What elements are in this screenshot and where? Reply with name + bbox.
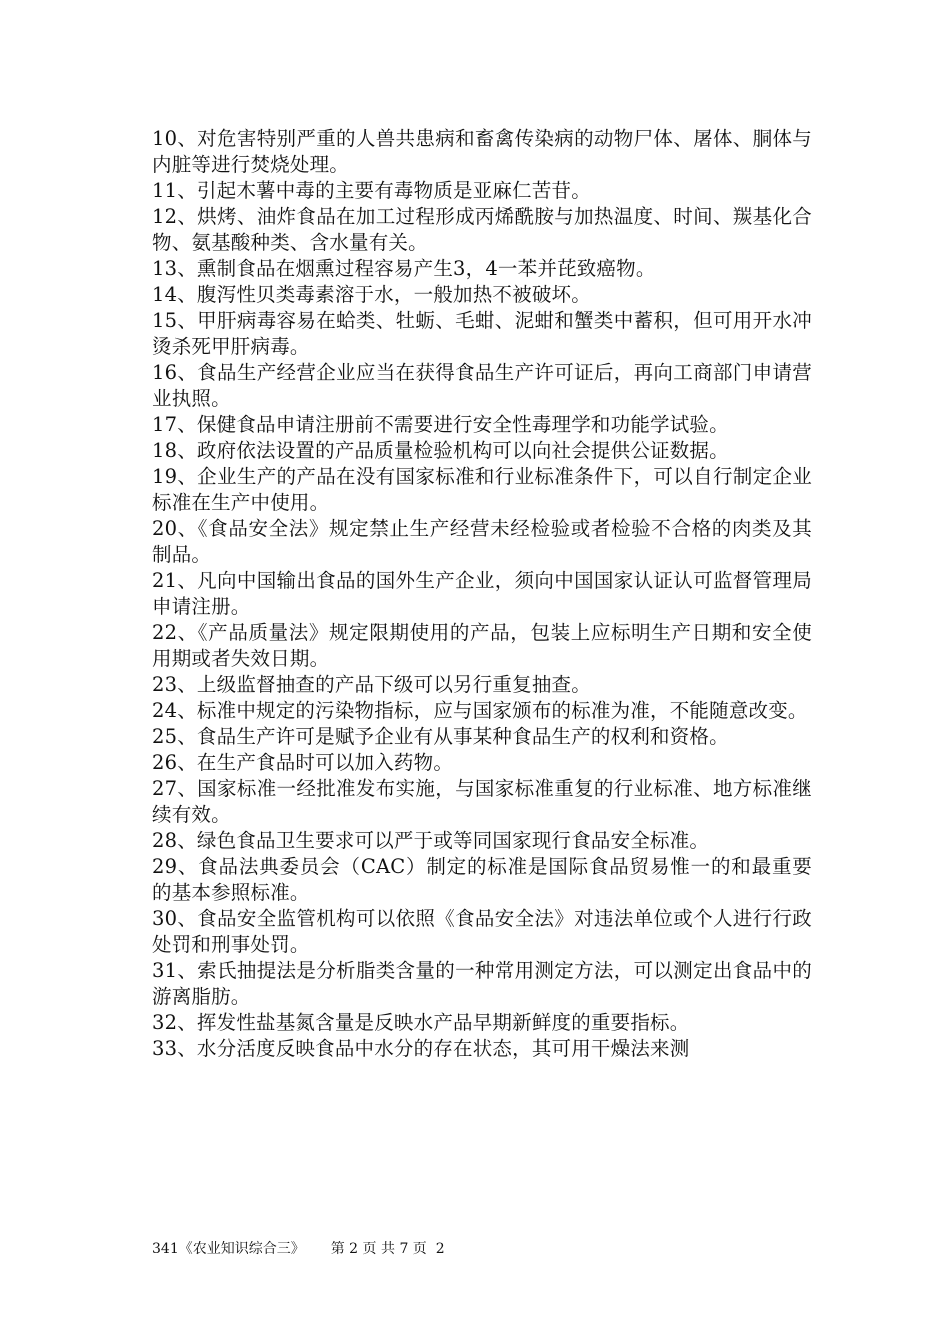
question-item-28: 28、绿色食品卫生要求可以严于或等同国家现行食品安全标准。 bbox=[152, 829, 710, 852]
question-item-20: 20、《食品安全法》规定禁止生产经营未经检验或者检验不合格的肉类及其制品。 bbox=[152, 517, 812, 566]
question-item-19: 19、企业生产的产品在没有国家标准和行业标准条件下，可以自行制定企业标准在生产中使用。 bbox=[152, 465, 812, 514]
footer-page-number: 第 2 页 共 7 页 2 bbox=[330, 1241, 445, 1257]
footer-course-title: 341《农业知识综合三》 bbox=[152, 1241, 305, 1257]
question-item-16: 16、食品生产经营企业应当在获得食品生产许可证后，再向工商部门申请营业执照。 bbox=[152, 361, 812, 410]
question-item-17: 17、保健食品申请注册前不需要进行安全性毒理学和功能学试验。 bbox=[152, 413, 729, 436]
question-item-18: 18、政府依法设置的产品质量检验机构可以向社会提供公证数据。 bbox=[152, 439, 729, 462]
question-item-33: 33、水分活度反映食品中水分的存在状态，其可用干燥法来测 bbox=[152, 1037, 690, 1060]
question-item-29: 29、食品法典委员会（CAC）制定的标准是国际食品贸易惟一的和最重要的基本参照标准。 bbox=[152, 855, 812, 904]
page-footer bbox=[152, 1240, 471, 1258]
question-item-21: 21、凡向中国输出食品的国外生产企业，须向中国国家认证认可监督管理局申请注册。 bbox=[152, 569, 812, 618]
question-item-14: 14、腹泻性贝类毒素溶于水，一般加热不被破坏。 bbox=[152, 283, 591, 306]
question-item-25: 25、食品生产许可是赋予企业有从事某种食品生产的权利和资格。 bbox=[152, 725, 729, 748]
question-item-30: 30、食品安全监管机构可以依照《食品安全法》对违法单位或个人进行行政处罚和刑事处罚。 bbox=[152, 907, 812, 956]
question-item-27: 27、国家标准一经批准发布实施，与国家标准重复的行业标准、地方标准继续有效。 bbox=[152, 777, 812, 826]
question-item-10: 10、对危害特别严重的人兽共患病和畜禽传染病的动物尸体、屠体、胴体与内脏等进行焚烧处理。 bbox=[152, 127, 812, 176]
question-item-13: 13、熏制食品在烟熏过程容易产生3，4一苯并芘致癌物。 bbox=[152, 257, 656, 280]
question-item-26: 26、在生产食品时可以加入药物。 bbox=[152, 751, 454, 774]
question-item-11: 11、引起木薯中毒的主要有毒物质是亚麻仁苦苷。 bbox=[152, 179, 591, 202]
question-item-31: 31、索氏抽提法是分析脂类含量的一种常用测定方法，可以测定出食品中的游离脂肪。 bbox=[152, 959, 812, 1008]
question-item-24: 24、标准中规定的污染物指标，应与国家颁布的标准为准，不能随意改变。 bbox=[152, 699, 808, 722]
question-item-12: 12、烘烤、油炸食品在加工过程形成丙烯酰胺与加热温度、时间、羰基化合物、氨基酸种类、含水量有关。 bbox=[152, 205, 812, 254]
question-item-22: 22、《产品质量法》规定限期使用的产品，包装上应标明生产日期和安全使用期或者失效日期。 bbox=[152, 621, 812, 670]
question-list bbox=[152, 126, 812, 1062]
question-item-32: 32、挥发性盐基氮含量是反映水产品早期新鲜度的重要指标。 bbox=[152, 1011, 690, 1034]
question-item-15: 15、甲肝病毒容易在蛤类、牡蛎、毛蚶、泥蚶和蟹类中蓄积，但可用开水冲烫杀死甲肝病毒。 bbox=[152, 309, 812, 358]
question-item-23: 23、上级监督抽查的产品下级可以另行重复抽查。 bbox=[152, 673, 591, 696]
